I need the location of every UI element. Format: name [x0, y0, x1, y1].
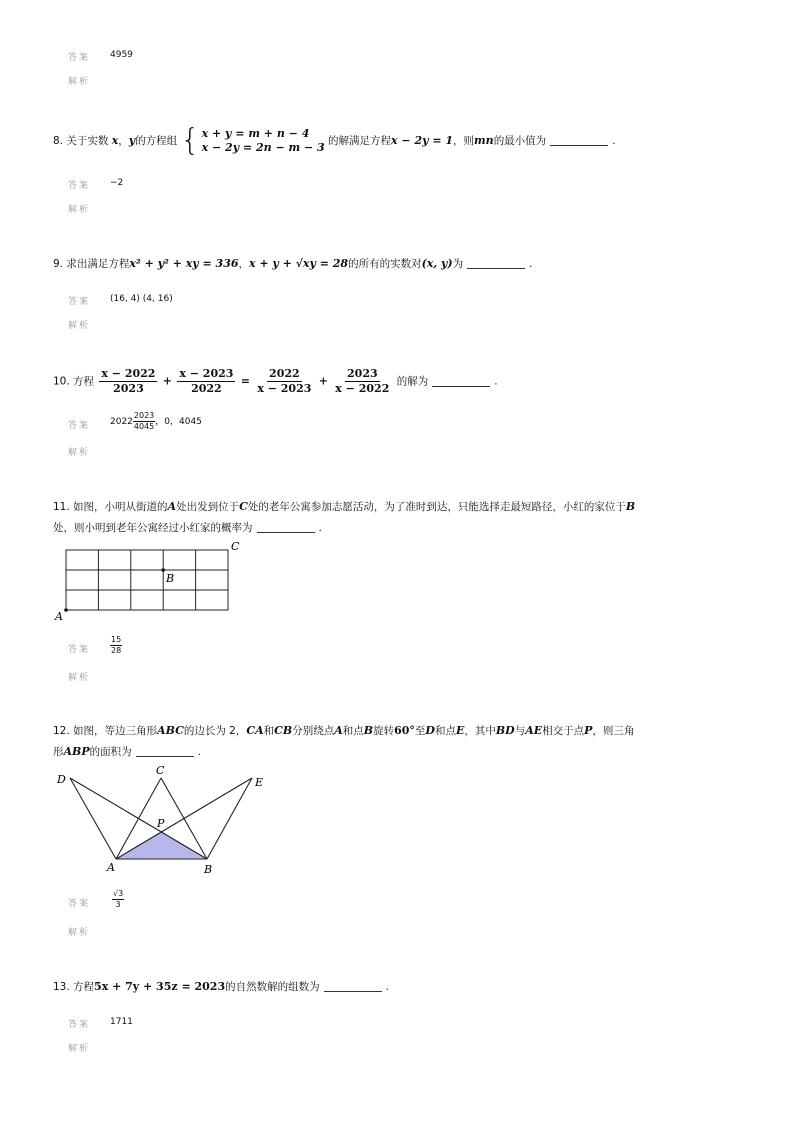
- question-text: ，其中: [464, 725, 496, 737]
- analysis-label: 解析: [68, 205, 91, 215]
- math-var: A: [167, 500, 177, 513]
- question-text: 和: [263, 725, 275, 737]
- question-text: 为: [452, 258, 464, 270]
- answer-fraction: [133, 411, 155, 432]
- question-text: 方程: [73, 375, 95, 388]
- question-11: [53, 499, 635, 515]
- question-text: 关于实数: [66, 135, 109, 147]
- question-text: 的所有的实数对: [348, 258, 422, 270]
- math-var: mn: [474, 134, 494, 147]
- math-var: ABP: [63, 745, 90, 758]
- question-text: 的边长为 2，: [183, 725, 247, 737]
- fraction: [255, 367, 313, 396]
- question-11-line-2: [53, 520, 322, 536]
- question-number: 10.: [53, 375, 70, 388]
- question-text: 的最小值为: [493, 135, 547, 147]
- math-expression: x − 2y = 1: [391, 134, 454, 147]
- equation-line: x − 2y = 2n − m − 3: [201, 141, 325, 154]
- math-var: CA: [246, 724, 264, 737]
- fraction: [99, 367, 157, 396]
- answer-value: [110, 635, 122, 656]
- question-text: 如图，等边三角形: [73, 725, 158, 737]
- answer-value: [112, 889, 124, 910]
- denominator: 28: [111, 646, 122, 655]
- label-a: A: [55, 610, 63, 623]
- math-expression: x² + y² + xy = 336: [129, 257, 239, 270]
- label-b: B: [204, 863, 213, 876]
- math-expression: (x, y): [421, 257, 453, 270]
- period: .: [197, 746, 201, 758]
- math-var: D: [425, 724, 435, 737]
- answer-blank: [550, 135, 608, 146]
- math-var: B: [625, 500, 636, 513]
- point-a-dot: [64, 608, 68, 612]
- label-c: C: [231, 540, 240, 553]
- question-12-line-2: [53, 744, 201, 760]
- question-text: ，则三角: [592, 725, 635, 737]
- question-text: 至: [414, 725, 426, 737]
- analysis-label: 解析: [68, 1044, 91, 1054]
- label-b: B: [166, 572, 175, 585]
- question-12: [53, 723, 634, 739]
- answer-label: 答案: [68, 421, 91, 431]
- analysis-label: 解析: [68, 673, 91, 683]
- numerator: x − 2023: [179, 367, 234, 380]
- question-10: [53, 367, 498, 396]
- question-text: 与: [514, 725, 526, 737]
- math-var: E: [455, 724, 465, 737]
- label-a: A: [107, 861, 115, 874]
- question-text: ，: [118, 135, 129, 147]
- period: .: [612, 135, 616, 147]
- answer-blank: [324, 981, 382, 992]
- answer-blank: [432, 376, 490, 387]
- analysis-label: 解析: [68, 928, 91, 938]
- math-var: x: [111, 134, 119, 147]
- fraction: [177, 367, 235, 396]
- math-expression: x + y + √xy = 28: [249, 257, 349, 270]
- math-var: AE: [525, 724, 543, 737]
- label-d: D: [57, 773, 66, 786]
- question-number: 13.: [53, 981, 70, 993]
- answer-value: [110, 411, 202, 432]
- analysis-label: 解析: [68, 321, 91, 331]
- math-var: B: [363, 724, 374, 737]
- answer-label: 答案: [68, 181, 91, 191]
- numerator: 2023: [133, 411, 155, 420]
- question-text: 分别绕点: [292, 725, 335, 737]
- question-text: 的方程组: [135, 135, 178, 147]
- question-number: 8.: [53, 135, 64, 147]
- question-text: 的面积为: [89, 746, 132, 758]
- question-text: ，则: [453, 135, 475, 147]
- operator: =: [240, 374, 250, 388]
- answer-fraction: [110, 635, 122, 656]
- fraction: [333, 367, 391, 396]
- question-text: 相交于点: [542, 725, 585, 737]
- operator: +: [318, 374, 328, 388]
- answer-value: 1711: [110, 1017, 133, 1027]
- denominator: 4045: [133, 422, 155, 431]
- math-var: C: [239, 500, 248, 513]
- question-number: 12.: [53, 725, 70, 737]
- denominator: x − 2022: [335, 382, 390, 395]
- answer-fraction: [112, 889, 124, 910]
- question-text: 处的老年公寓参加志愿活动，为了准时到达，只能选择走最短路径，小红的家位于: [247, 501, 626, 513]
- period: .: [529, 258, 533, 270]
- math-var: y: [128, 134, 136, 147]
- question-text: 的解满足方程: [328, 135, 392, 147]
- question-text: 形: [53, 746, 64, 758]
- triangle-figure: [50, 762, 280, 880]
- label-c: C: [156, 764, 165, 777]
- label-p: P: [157, 817, 165, 830]
- numerator: 2022: [269, 367, 300, 380]
- numerator: 15: [111, 635, 122, 644]
- answer-blank: [257, 522, 315, 533]
- analysis-label: 解析: [68, 77, 91, 87]
- denominator: x − 2023: [257, 382, 312, 395]
- question-text: 的解为: [396, 375, 429, 388]
- question-9: [53, 256, 532, 272]
- period: .: [494, 375, 498, 388]
- answer-label: 答案: [68, 53, 91, 63]
- answer-label: 答案: [68, 297, 91, 307]
- question-text: 方程: [73, 981, 95, 993]
- math-var: A: [334, 724, 343, 737]
- question-text: 求出满足方程: [66, 258, 130, 270]
- answer-rest: ，0，4045: [155, 417, 202, 427]
- period: .: [318, 522, 322, 534]
- answer-value: 4959: [110, 50, 133, 60]
- point-b-dot: [161, 568, 165, 572]
- question-8: [53, 123, 616, 158]
- numerator: 2023: [347, 367, 378, 380]
- question-number: 9.: [53, 258, 64, 270]
- equation-line: x + y = m + n − 4: [201, 127, 310, 140]
- numerator: x − 2022: [101, 367, 156, 380]
- answer-whole: 2022: [110, 417, 133, 427]
- math-var: CB: [274, 724, 293, 737]
- denominator: 2023: [113, 382, 144, 395]
- period: .: [385, 981, 389, 993]
- question-text: 旋转: [373, 725, 395, 737]
- answer-label: 答案: [68, 899, 91, 909]
- answer-label: 答案: [68, 1020, 91, 1030]
- street-grid: [66, 550, 228, 610]
- math-var: ABC: [157, 724, 184, 737]
- answer-label: 答案: [68, 645, 91, 655]
- question-13: [53, 979, 389, 995]
- label-e: E: [255, 776, 264, 789]
- denominator: 3: [115, 900, 121, 909]
- analysis-label: 解析: [68, 448, 91, 458]
- question-text: 和点: [342, 725, 364, 737]
- question-text: ，: [238, 258, 249, 270]
- question-text: 处，则小明到老年公寓经过小红家的概率为: [53, 522, 253, 534]
- math-var: P: [584, 724, 593, 737]
- denominator: 2022: [191, 382, 222, 395]
- answer-blank: [467, 258, 525, 269]
- question-text: 如图，小明从街道的: [73, 501, 168, 513]
- question-text: 的自然数解的组数为: [225, 981, 320, 993]
- math-var: BD: [495, 724, 515, 737]
- answer-value: −2: [110, 178, 124, 188]
- question-text: 和点: [434, 725, 456, 737]
- grid-street-figure: [50, 538, 250, 624]
- equation-system: { x + y = m + n − 4 x − 2y = 2n − m − 3: [180, 123, 325, 158]
- answer-blank: [136, 746, 194, 757]
- math-expression: 5x + 7y + 35z = 2023: [94, 980, 226, 993]
- math-expression: 60°: [394, 724, 415, 737]
- question-number: 11.: [53, 501, 70, 513]
- answer-value: (16, 4) (4, 16): [110, 294, 173, 304]
- question-text: 处出发到位于: [176, 501, 240, 513]
- numerator: √3: [113, 889, 124, 898]
- operator: +: [162, 374, 173, 388]
